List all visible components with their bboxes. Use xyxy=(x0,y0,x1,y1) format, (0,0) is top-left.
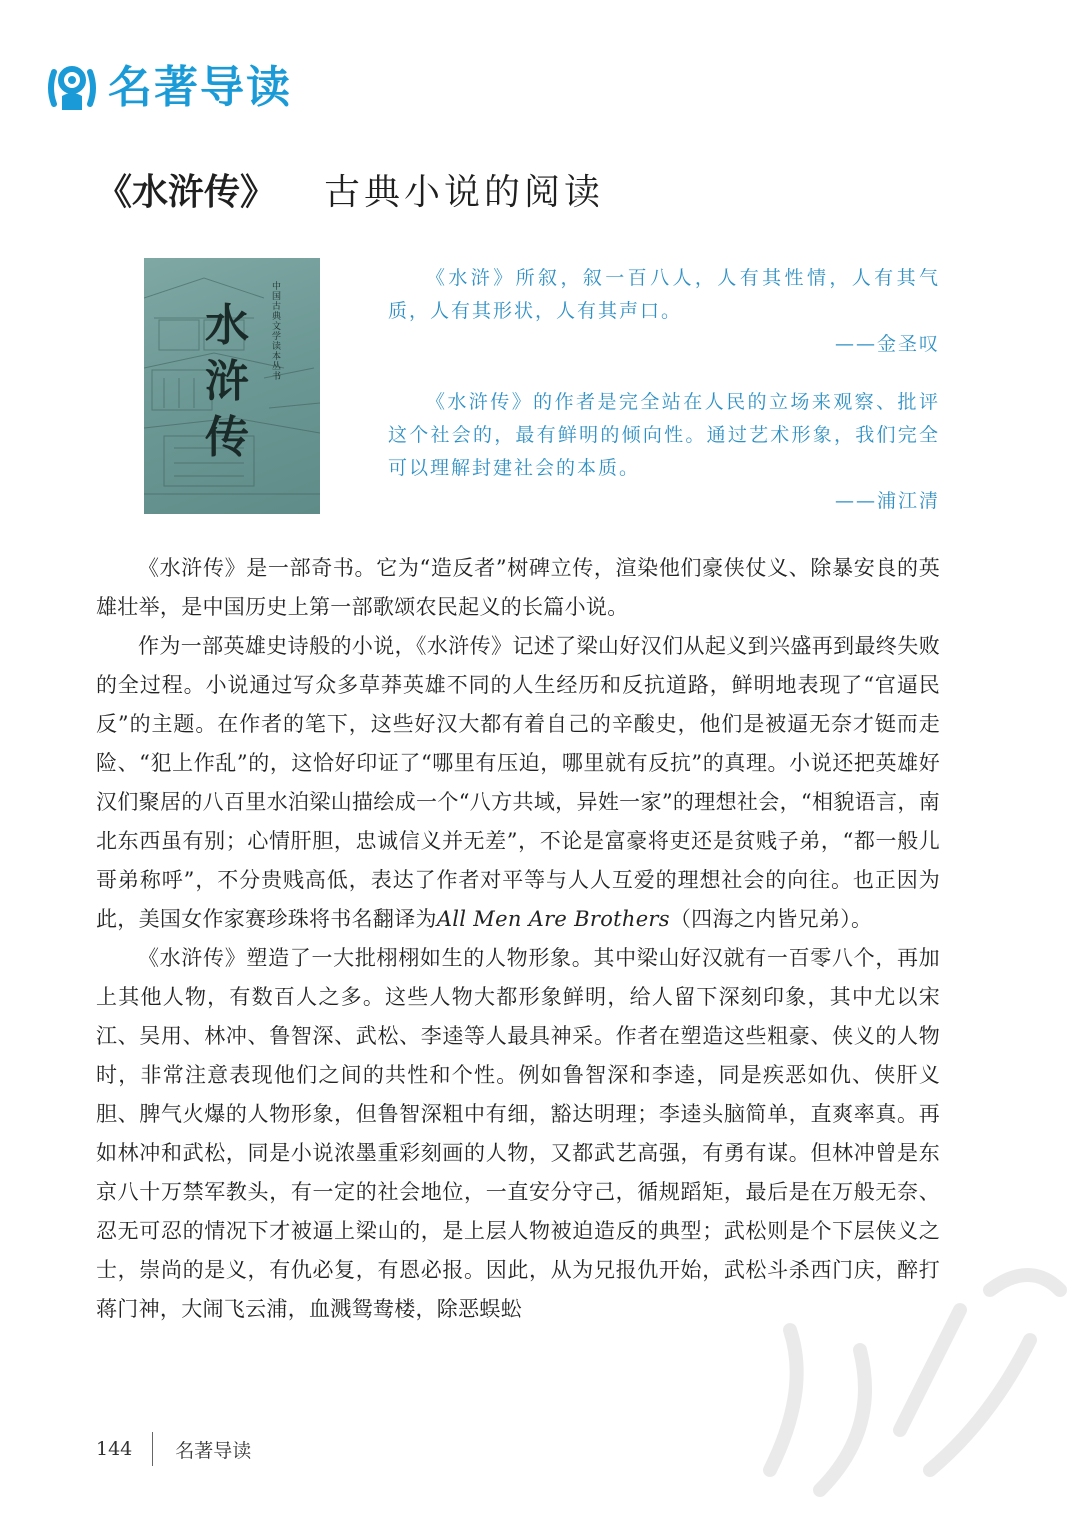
paragraph: 《水浒传》是一部奇书。它为“造反者”树碑立传，渲染他们豪侠仗义、除暴安良的英雄壮举，是中国历史上第一部歌颂农民起义的长篇小说。 xyxy=(96,556,940,619)
epigraph-quotes xyxy=(388,262,940,543)
quote-author: ——浦江清 xyxy=(834,490,940,512)
quote-pu-jiangqing xyxy=(388,386,940,518)
quote-text: 《水浒传》的作者是完全站在人民的立场来观察、批评这个社会的，最有鲜明的倾向性。通过艺术形象，我们完全可以理解封建社会的本质。 xyxy=(388,391,940,479)
page-number: 144 xyxy=(96,1438,133,1460)
quote-author: ——金圣叹 xyxy=(834,333,940,355)
section-title: 名著导读 xyxy=(108,62,292,113)
footer-section: 名著导读 xyxy=(175,1439,252,1462)
chapter-subtitle: 古典小说的阅读 xyxy=(324,172,605,213)
book-cover-image xyxy=(144,258,320,514)
paragraph xyxy=(96,627,940,939)
english-title: All Men Are Brothers xyxy=(436,907,670,931)
paragraph-text: 作为一部英雄史诗般的小说，《水浒传》记述了梁山好汉们从起义到兴盛再到最终失败的全过程。小说通过写众多草莽英雄不同的人生经历和反抗道路，鲜明地表现了“官逼民反”的主题。在作者的笔下，这些好汉大都有着自己的辛酸史，他们是被逼无奈才铤而走险、“犯上作乱”的，这恰好印证了“哪里有压迫，哪里就有反抗”的真理。小说还把英雄好汉们聚居的八百里水泊梁山描绘成一个“八方共域，异姓一家”的理想社会，“相貌语言，南北东西虽有别；心情肝胆，忠诚信义并无差”，不论是富豪将吏还是贫贱子弟，“都一般儿哥弟称呼”，不分贵贱高低，表达了作者对平等与人人互爱的理想社会的向往。也正因为此，美国女作家赛珍珠将书名翻译为 xyxy=(96,634,940,931)
paragraph-text-end: （四海之内皆兄弟）。 xyxy=(669,907,873,931)
section-header xyxy=(46,58,292,118)
chapter-title xyxy=(96,166,604,219)
page-footer xyxy=(96,1432,251,1466)
cover-title: 水浒传 xyxy=(205,300,249,463)
chapter-book-title: 《水浒传》 xyxy=(96,171,277,213)
watermark-icon xyxy=(730,1170,1080,1530)
cover-series: 中国古典文学读本丛书 xyxy=(272,282,282,382)
reading-guide-icon xyxy=(46,62,98,114)
footer-divider xyxy=(152,1432,153,1466)
quote-text: 《水浒》所叙，叙一百八人，人有其性情，人有其气质，人有其形状，人有其声口。 xyxy=(388,267,940,322)
quote-jin-shengtan xyxy=(388,262,940,361)
paragraph: 《水浒传》塑造了一大批栩栩如生的人物形象。其中梁山好汉就有一百零八个，再加上其他人物，有数百人之多。这些人物大都形象鲜明，给人留下深刻印象，其中尤以宋江、吴用、林冲、鲁智深、武松、李逵等人最具神采。作者在塑造这些粗豪、侠义的人物时，非常注意表现他们之间的共性和个性。例如鲁智深和李逵，同是疾恶如仇、侠肝义胆、脾气火爆的人物形象，但鲁智深粗中有细，豁达明理；李逵头脑简单，直爽率真。再如林冲和武松，同是小说浓墨重彩刻画的人物，又都武艺高强，有勇有谋。但林冲曾是东京八十万禁军教头，有一定的社会地位，一直安分守己，循规蹈矩，最后是在万般无奈、忍无可忍的情况下才被逼上梁山的，是上层人物被迫造反的典型；武松则是个下层侠义之士，崇尚的是义，有仇必复，有恩必报。因此，从为兄报仇开始，武松斗杀西门庆，醉打蒋门神，大闹飞云浦，血溅鸳鸯楼，除恶蜈蚣 xyxy=(96,946,940,1321)
